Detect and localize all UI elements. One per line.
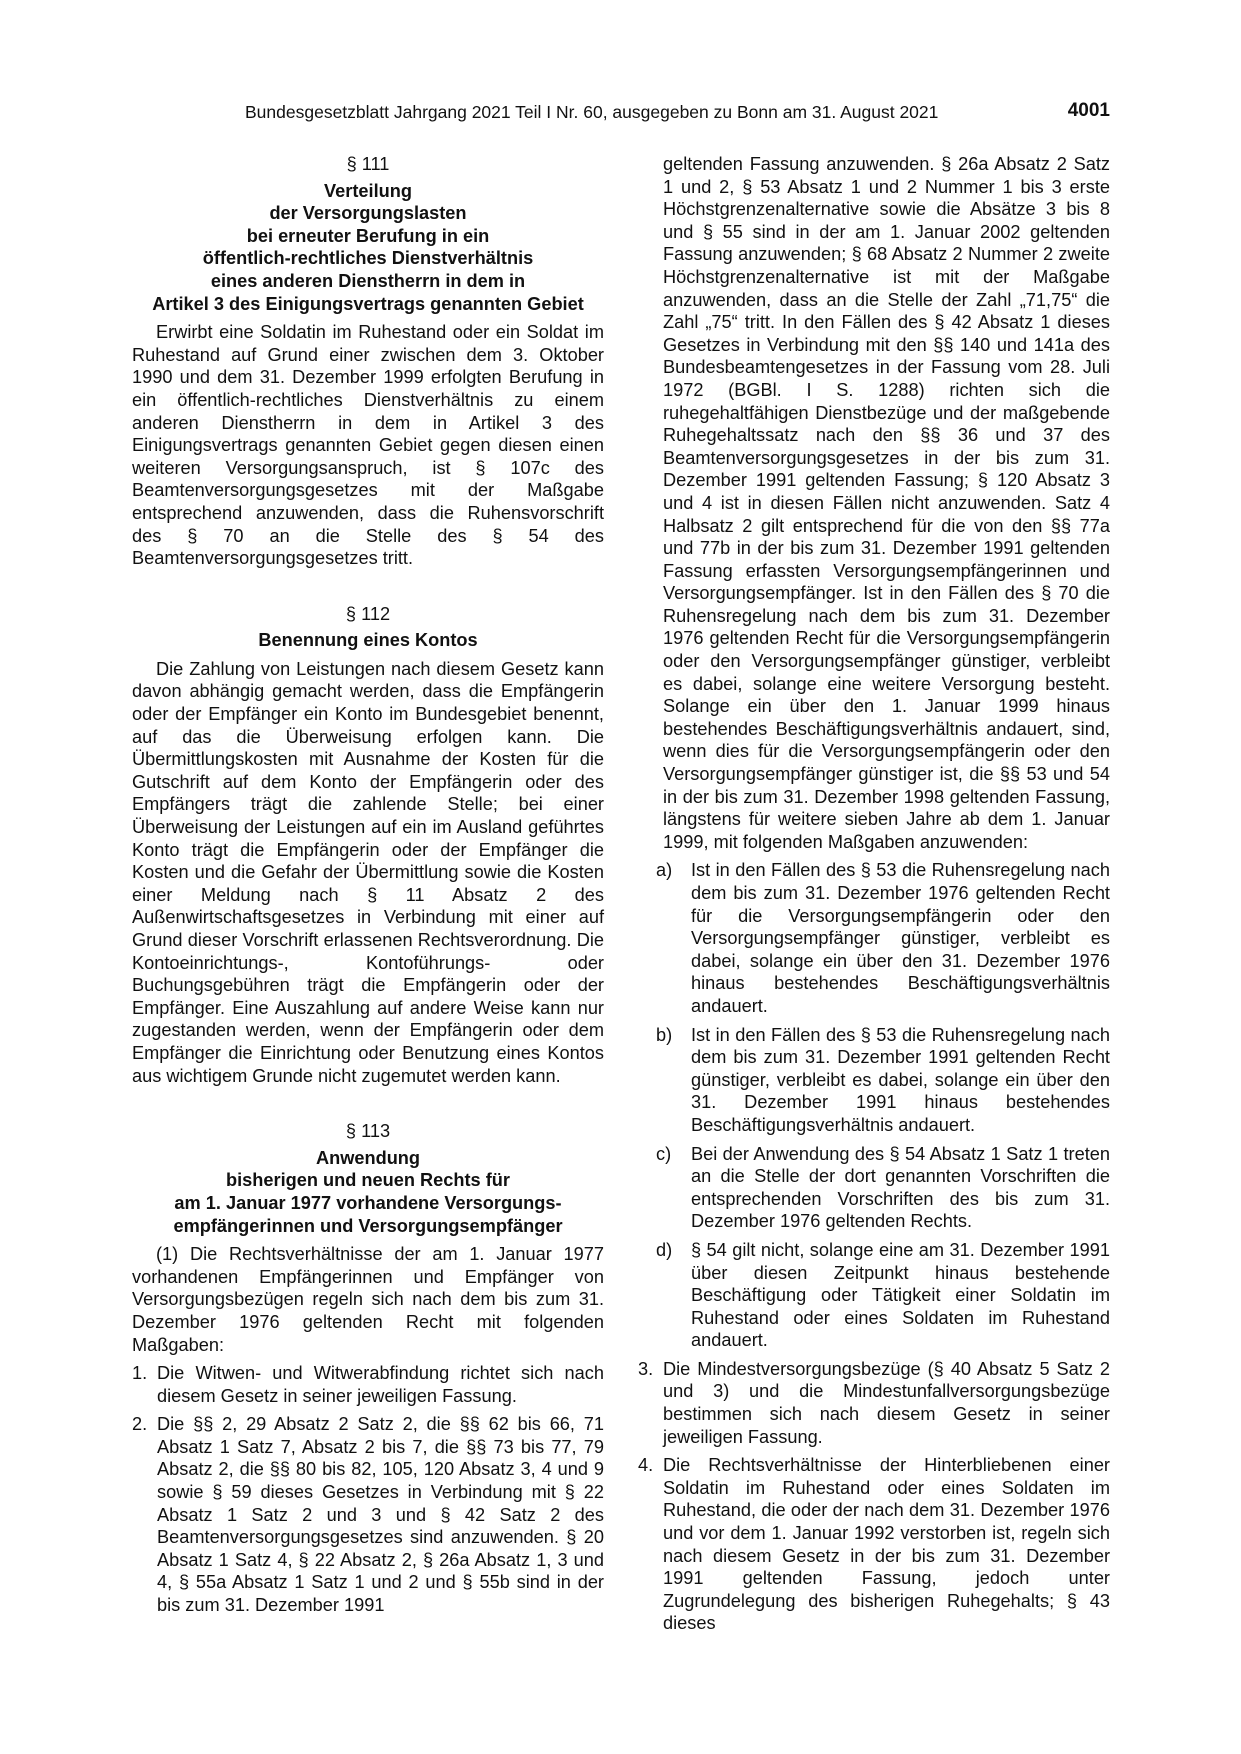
right-column	[638, 153, 1110, 1635]
list-item-text: Die Witwen- und Witwerabfindung richtet sich nach diesem Gesetz in seiner jeweiligen Fassung.	[157, 1363, 604, 1406]
section-111-title-line: öffentlich-rechtliches Dienstverhältnis	[202, 248, 534, 269]
page-header	[130, 100, 1110, 124]
header-title: Bundesgesetzblatt Jahrgang 2021 Teil I Nr. 60, ausgegeben zu Bonn am 31. August 2021	[245, 102, 939, 122]
list-item-2	[132, 1413, 604, 1616]
section-112-number: § 112	[345, 603, 391, 624]
section-111-title	[132, 180, 604, 316]
sub-item-c	[638, 1143, 1110, 1233]
sub-item-b	[638, 1024, 1110, 1137]
page-number: 4001	[1067, 100, 1110, 121]
sub-item-label: b)	[656, 1024, 673, 1045]
sub-item-a	[638, 859, 1110, 1017]
section-113-title	[132, 1147, 604, 1237]
sub-item-label: c)	[656, 1143, 672, 1164]
sub-item-label: d)	[656, 1239, 673, 1260]
section-112-title: Benennung eines Kontos	[258, 630, 478, 651]
list-item-text: Die Rechtsverhältnisse der Hinterbliebenen einer Soldatin im Ruhestand oder eines Soldaten im Ruhestand, die oder der nach dem 31. Dezember 1976 und vor dem 1. Januar 1992 verstorben ist, regeln sich nach diesem Gesetz in der bis zum 31. Dezember 1991 geltenden Fassung, jedoch unter Zugrundelegung des bisherigen Ruhegehalts; § 43 dieses	[663, 1455, 1110, 1634]
section-111-title-line: der Versorgungslasten	[269, 203, 467, 224]
list-item-1	[132, 1362, 604, 1407]
list-item-text: geltenden Fassung anzuwenden. § 26a Absatz 2 Satz 1 und 2, § 53 Absatz 1 und 2 Nummer 1 bis 3 erste Höchstgrenzenalternative sowie die Absätze 3 bis 8 und § 55 sind in der am 1. Januar 2002 geltenden Fassung anzuwenden; § 68 Absatz 2 Nummer 2 zweite Höchstgrenzenalternative ist mit der Maßgabe anzuwenden, dass an die Stelle der Zahl „71,75“ die Zahl „75“ tritt. In den Fällen des § 42 Absatz 1 dieses Gesetzes in Verbindung mit den §§ 140 und 141a des Bundesbeamtengesetzes in der Fassung vom 28. Juli 1972 (BGBl. I S. 1288) richten sich die ruhegehaltfähigen Dienstbezüge und der maßgebende Ruhegehaltssatz nach den §§ 36 und 37 des Beamtenversorgungsgesetzes in der bis zum 31. Dezember 1991 geltenden Fassung; § 120 Absatz 3 und 4 ist in diesen Fällen nicht anzuwenden. Satz 4 Halbsatz 2 gilt entsprechend für die von den §§ 77a und 77b in der bis zum 31. Dezember 1991 geltenden Fassung erfassten Versorgungsempfängerinnen und Versorgungsempfänger. Ist in den Fällen des § 70 die Ruhensregelung nach dem bis zum 31. Dezember 1976 geltenden Recht für die Versorgungsempfängerin oder den Versorgungsempfänger günstiger, verbleibt es dabei, solange eine weitere Versorgung besteht. Solange ein über den 1. Januar 1999 hinaus bestehendes Beschäftigungsverhältnis andauert, sind, wenn dies für die Versorgungsempfängerin oder den Versorgungsempfänger günstiger ist, die §§ 53 und 54 in der bis zum 31. Dezember 1998 geltenden Fassung, längstens für weitere sieben Jahre ab dem 1. Januar 1999, mit folgenden Maßgaben anzuwenden:	[663, 154, 1110, 852]
sub-item-d	[638, 1239, 1110, 1352]
section-111-text: Erwirbt eine Soldatin im Ruhestand oder ein Soldat im Ruhestand auf Grund einer zwischen dem 3. Oktober 1990 und dem 31. Dezember 1999 erfolgten Berufung in ein öffentlich-rechtliches Dienstverhältnis zu einem anderen Dienstherrn in dem in Artikel 3 des Einigungsvertrags genannten Gebiet gegen diesen einen weiteren Versorgungsanspruch, ist § 107c des Beamtenversorgungsgesetzes mit der Maßgabe entsprechend anzuwenden, dass die Ruhensvorschrift des § 70 an die Stelle des § 54 des Beamtenversorgungsgesetzes tritt.	[132, 322, 604, 569]
section-113-number: § 113	[345, 1121, 391, 1142]
list-item-4	[638, 1454, 1110, 1635]
section-113-title-line: am 1. Januar 1977 vorhandene Versorgungs-	[174, 1192, 562, 1213]
section-111-title-line: bei erneuter Berufung in ein	[246, 225, 490, 246]
sub-item-text: § 54 gilt nicht, solange eine am 31. Dezember 1991 über diesen Zeitpunkt hinaus bestehende Beschäftigung oder Tätigkeit einer Soldatin im Ruhestand oder eines Soldaten im Ruhestand andauert.	[691, 1239, 1110, 1351]
sub-item-text: Ist in den Fällen des § 53 die Ruhensregelung nach dem bis zum 31. Dezember 1991 geltenden Recht günstiger, verbleibt es dabei, solange ein über den 31. Dezember 1991 hinaus bestehendes Beschäftigungsverhältnis andauert.	[691, 1024, 1110, 1135]
section-113-title-line: bisherigen und neuen Rechts für	[226, 1170, 510, 1191]
section-111-title-line: eines anderen Dienstherrn in dem in	[210, 270, 526, 291]
section-113-title-line: empfängerinnen und Versorgungsempfänger	[173, 1215, 563, 1236]
section-112-text: Die Zahlung von Leistungen nach diesem Gesetz kann davon abhängig gemacht werden, dass die Empfängerin oder der Empfänger ein Konto im Bundesgebiet benennt, auf das die Überweisung erfolgen kann. Die Übermittlungskosten mit Ausnahme der Kosten für die Gutschrift auf dem Konto der Empfängerin oder des Empfängers trägt die zahlende Stelle; bei einer Überweisung der Leistungen auf ein im Ausland geführtes Konto trägt die Empfängerin oder der Empfänger die Kosten und die Gefahr der Übermittlung sowie die Kosten einer Meldung nach § 11 Absatz 2 des Außenwirtschaftsgesetzes in Verbindung mit einer auf Grund dieser Vorschrift erlassenen Rechtsverordnung. Die Kontoeinrichtungs-, Kontoführungs- oder Buchungsgebühren trägt die Empfängerin oder der Empfänger. Eine Auszahlung auf andere Weise kann nur zugestanden werden, wenn der Empfängerin oder dem Empfänger die Einrichtung oder Benutzung eines Kontos aus wichtigem Grunde nicht zugemutet werden kann.	[132, 658, 604, 1086]
list-item-2-continued	[638, 153, 1110, 853]
list-item-text: Die Mindestversorgungsbezüge (§ 40 Absatz 5 Satz 2 und 3) und die Mindestunfallversorgungsbezüge bestimmen sich nach diesem Gesetz in seiner jeweiligen Fassung.	[663, 1358, 1110, 1447]
section-111-title-line: Artikel 3 des Einigungsvertrags genannten Gebiet	[152, 293, 584, 314]
left-column	[132, 153, 604, 1617]
list-item-label: 4.	[638, 1455, 654, 1476]
sub-item-label: a)	[656, 860, 673, 881]
list-item-label: 2.	[132, 1414, 148, 1435]
section-111-number: § 111	[346, 154, 390, 174]
list-item-text: Die §§ 2, 29 Absatz 2 Satz 2, die §§ 62 bis 66, 71 Absatz 1 Satz 7, Absatz 2 bis 7, die §§ 73 bis 77, 79 Absatz 2, die §§ 80 bis 82, 105, 120 Absatz 3, 4 und 9 sowie § 59 dieses Gesetzes in Verbindung mit § 22 Absatz 1 Satz 2 und 3 und § 42 Satz 2 des Beamtenversorgungsgesetzes sind anzuwenden. § 20 Absatz 1 Satz 4, § 22 Absatz 2, § 26a Absatz 1, 3 und 4, § 55a Absatz 1 Satz 1 und 2 und § 55b sind in der bis zum 31. Dezember 1991	[157, 1414, 604, 1616]
list-item-label: 3.	[638, 1358, 654, 1379]
sub-item-text: Ist in den Fällen des § 53 die Ruhensregelung nach dem bis zum 31. Dezember 1976 geltenden Recht für die Versorgungsempfängerin oder den Versorgungsempfänger günstiger, verbleibt es dabei, solange ein über den 31. Dezember 1976 hinaus bestehendes Beschäftigungsverhältnis andauert.	[691, 860, 1110, 1016]
section-113-intro: (1) Die Rechtsverhältnisse der am 1. Januar 1977 vorhandenen Empfängerinnen und Empfänger von Versorgungsbezügen regeln sich nach dem bis zum 31. Dezember 1976 geltenden Recht mit folgenden Maßgaben:	[132, 1244, 604, 1355]
section-113-title-line: Anwendung	[315, 1147, 421, 1168]
list-item-3	[638, 1358, 1110, 1448]
section-111-title-line: Verteilung	[324, 180, 412, 201]
sub-item-text: Bei der Anwendung des § 54 Absatz 1 Satz 1 treten an die Stelle der dort genannten Vorschriften die entsprechenden Vorschriften des bis zum 31. Dezember 1976 geltenden Rechts.	[691, 1143, 1110, 1232]
list-item-label: 1.	[132, 1363, 148, 1384]
